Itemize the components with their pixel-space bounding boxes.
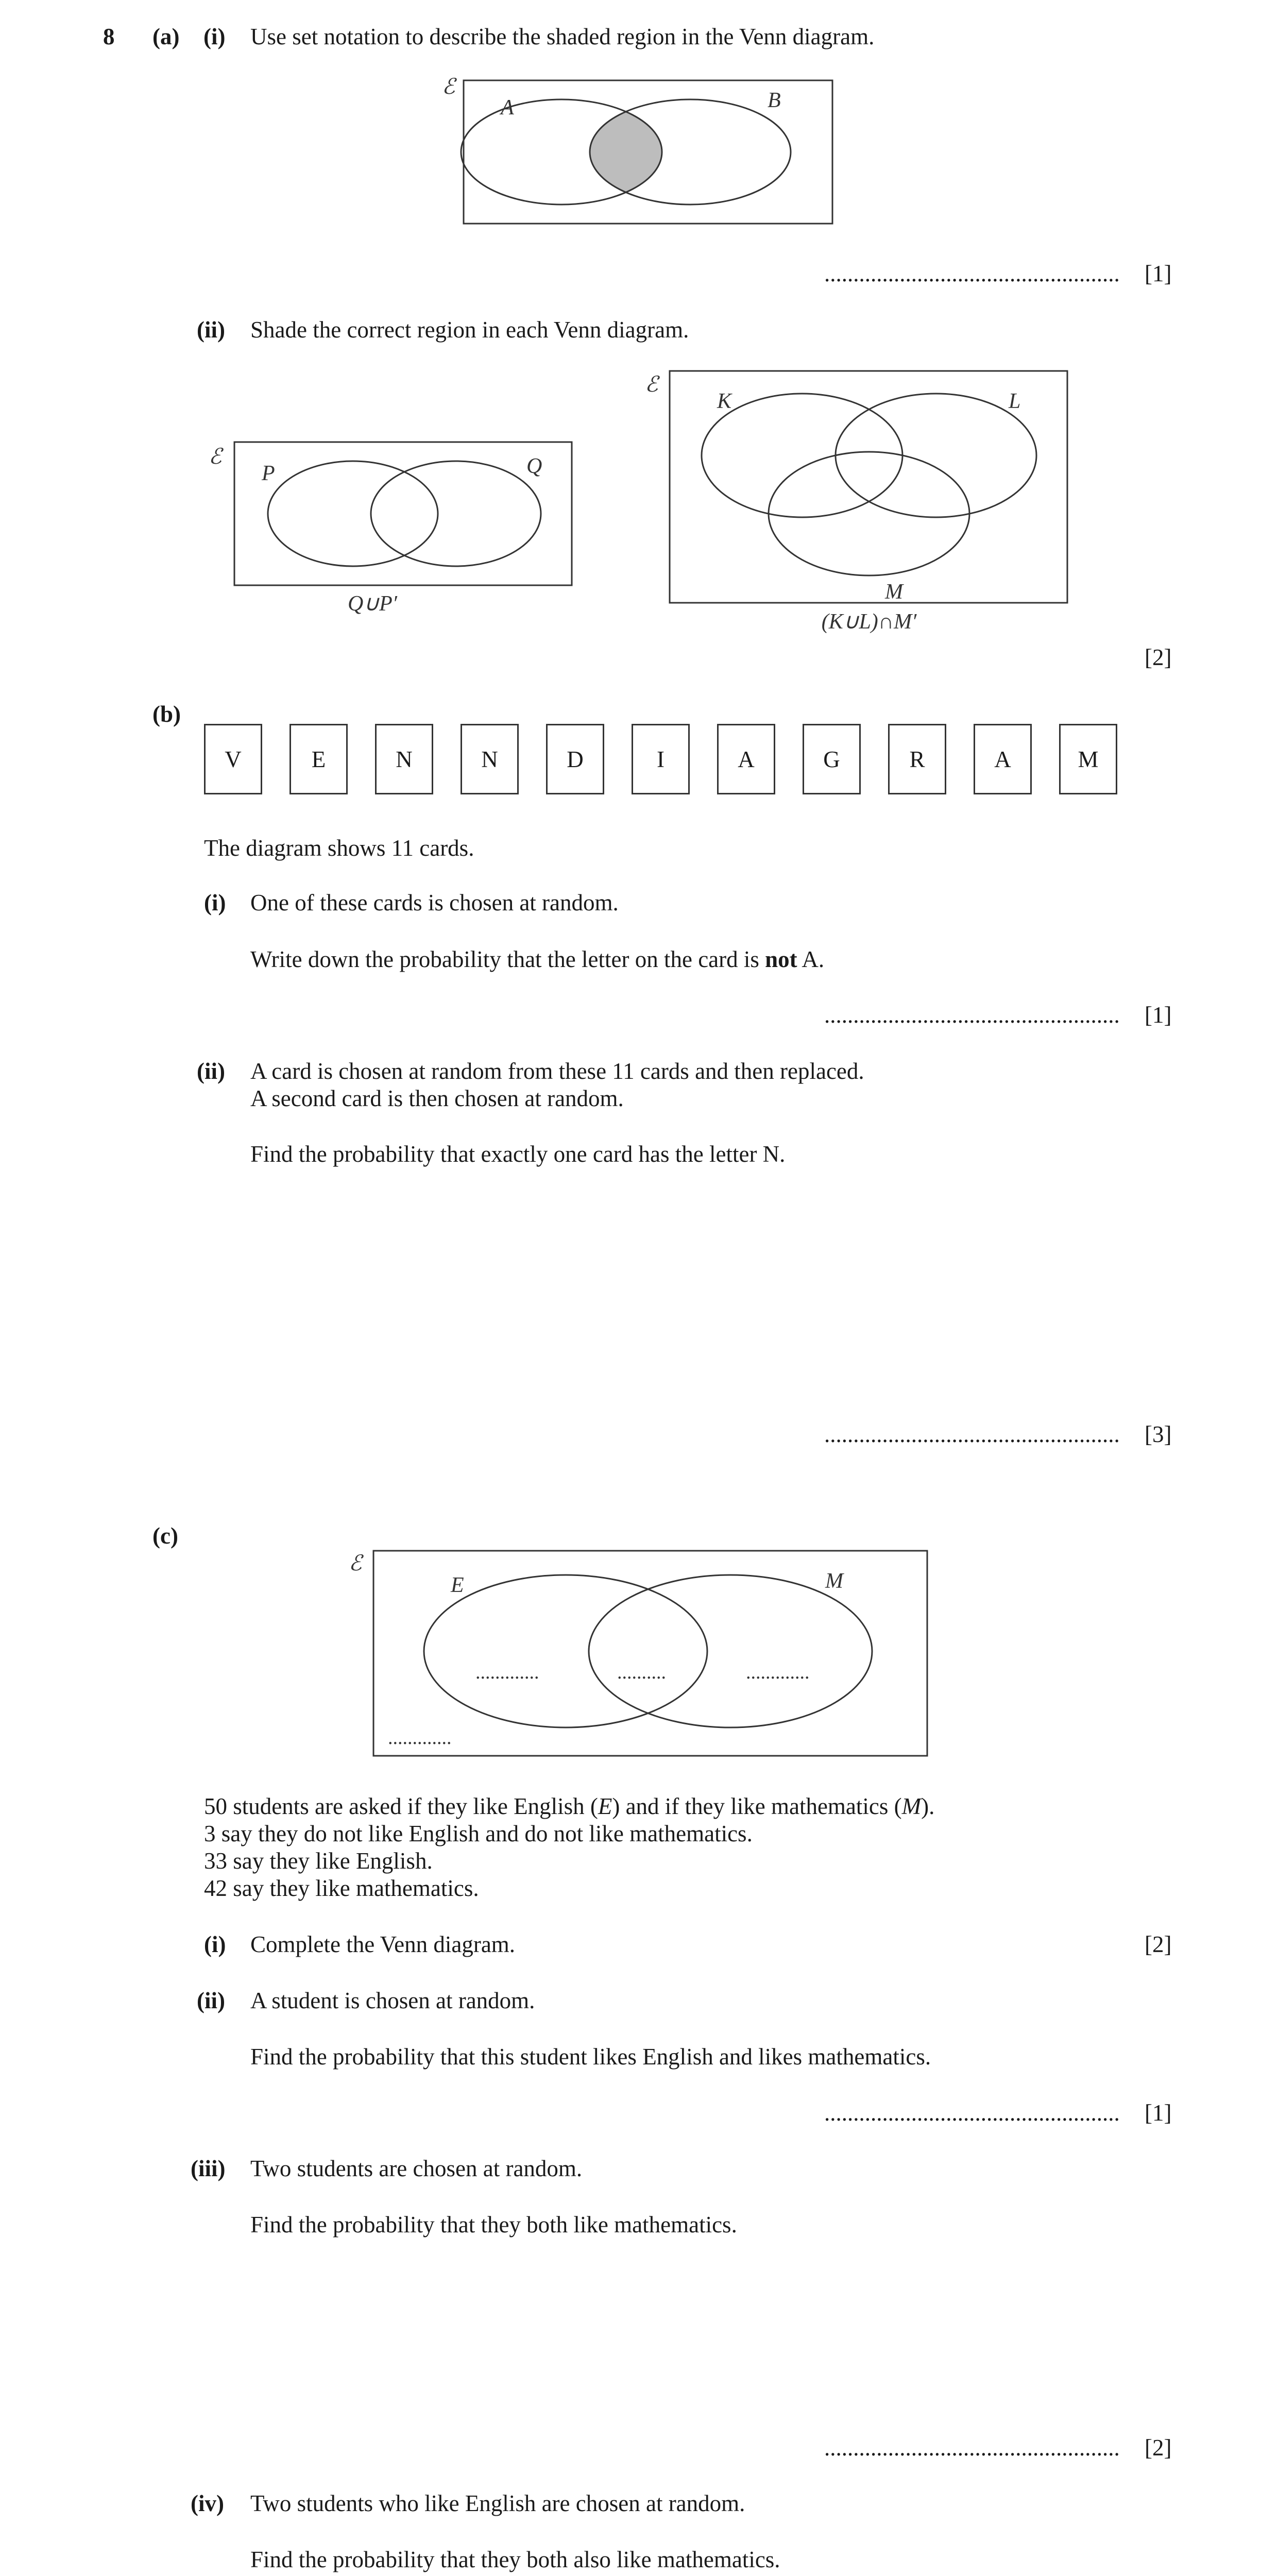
answer-dots[interactable]: ................................................... <box>824 1002 1120 1028</box>
letter-card: E <box>289 724 348 794</box>
part-c-i-text: Complete the Venn diagram. <box>250 1931 516 1957</box>
letter-card: I <box>632 724 690 794</box>
set-q-label: Q <box>526 454 542 478</box>
venn-caption: (K∪L)∩M′ <box>821 610 917 634</box>
letter-card: G <box>803 724 861 794</box>
set-m-symbol: M <box>901 1793 922 1819</box>
answer-line-c-iii[interactable] <box>824 2434 1120 2461</box>
letter-card: N <box>375 724 433 794</box>
part-b-ii-label: (ii) <box>197 1058 225 1084</box>
marks-b-ii: [3] <box>1145 1421 1172 1447</box>
letter-card: D <box>546 724 604 794</box>
blank-both: .......... <box>617 1662 666 1683</box>
part-c-ii-label: (ii) <box>197 1988 225 2013</box>
letter-card: V <box>204 724 262 794</box>
venn-diagram-a-b <box>433 77 834 232</box>
part-b-ii-line3: Find the probability that exactly one card has the letter N. <box>250 1141 786 1167</box>
set-m-ellipse <box>589 1575 872 1727</box>
universal-symbol: ℰ <box>442 75 455 99</box>
set-e-symbol: E <box>598 1793 612 1819</box>
universal-symbol: ℰ <box>349 1552 362 1575</box>
set-k-ellipse <box>702 394 902 517</box>
venn-diagram-p-q[interactable] <box>206 438 577 618</box>
marks-c-i: [2] <box>1145 1931 1172 1957</box>
venn-caption: Q∪P′ <box>348 592 397 616</box>
text-segment: 50 students are asked if they like English ( <box>204 1793 598 1819</box>
answer-dots[interactable]: ................................................... <box>824 2100 1120 2126</box>
set-b-label: B <box>768 89 781 112</box>
venn-diagram-e-m[interactable] <box>345 1546 938 1762</box>
part-c-iii-text: Two students are chosen at random. <box>250 2156 583 2181</box>
part-c-ii-text2: Find the probability that this student likes English and likes mathematics. <box>250 2044 931 2070</box>
set-m-ellipse <box>769 452 969 575</box>
part-b-intro: The diagram shows 11 cards. <box>204 835 474 861</box>
set-m-label: M <box>825 1569 843 1593</box>
marks-a-i: [1] <box>1145 261 1172 286</box>
set-l-ellipse <box>836 394 1036 517</box>
set-e-ellipse <box>424 1575 707 1727</box>
text-segment: Write down the probability that the letter on the card is <box>250 946 765 972</box>
letter-card: R <box>888 724 946 794</box>
part-c-i-label: (i) <box>204 1931 226 1957</box>
info-line3: 33 say they like English. <box>204 1848 433 1874</box>
marks-a-ii: [2] <box>1145 645 1172 670</box>
blank-m-only: ............. <box>746 1662 810 1683</box>
part-c-iv-text: Two students who like English are chosen at random. <box>250 2490 745 2516</box>
answer-line-c-ii[interactable] <box>824 2099 1120 2126</box>
set-p-ellipse <box>268 461 438 566</box>
part-a-ii-text: Shade the correct region in each Venn diagram. <box>250 317 689 343</box>
blank-outside: ............. <box>388 1727 452 1749</box>
part-c-iv-label: (iv) <box>191 2490 224 2516</box>
part-b-ii-line1: A card is chosen at random from these 11 cards and then replaced. <box>250 1058 864 1084</box>
part-a-i-text: Use set notation to describe the shaded region in the Venn diagram. <box>250 24 875 49</box>
part-a-ii-label: (ii) <box>197 317 225 343</box>
emphasis-not: not <box>765 946 797 972</box>
part-b-i-text: One of these cards is chosen at random. <box>250 890 619 916</box>
text-segment: A. <box>797 946 825 972</box>
set-a-label: A <box>501 96 514 120</box>
text-segment: ) and if they like mathematics ( <box>612 1793 902 1819</box>
question-number: 8 <box>103 24 115 49</box>
set-l-label: L <box>1009 389 1021 413</box>
marks-c-ii: [1] <box>1145 2100 1172 2126</box>
part-b-ii-line2: A second card is then chosen at random. <box>250 1086 624 1111</box>
part-c-ii-text: A student is chosen at random. <box>250 1988 535 2013</box>
universal-symbol: ℰ <box>209 445 222 469</box>
set-p-label: P <box>262 462 275 485</box>
part-b-i-text2 <box>250 946 824 973</box>
part-c-iv-text2: Find the probability that they both also like mathematics. <box>250 2547 780 2572</box>
venn-diagram-k-l-m[interactable] <box>639 361 1082 641</box>
part-a-i-label: (i) <box>203 24 226 49</box>
universal-set-box <box>234 442 572 585</box>
part-c-iii-label: (iii) <box>191 2156 226 2181</box>
info-line1 <box>204 1793 934 1820</box>
set-k-label: K <box>717 389 732 413</box>
universal-symbol: ℰ <box>645 373 658 397</box>
answer-dots[interactable]: ................................................... <box>824 2435 1120 2461</box>
letter-card: A <box>974 724 1032 794</box>
answer-line-b-i[interactable] <box>824 1002 1120 1028</box>
part-c-iii-text2: Find the probability that they both like mathematics. <box>250 2212 737 2238</box>
info-line2: 3 say they do not like English and do not like mathematics. <box>204 1821 753 1846</box>
marks-b-i: [1] <box>1145 1002 1172 1028</box>
answer-dots[interactable]: ................................................... <box>824 1421 1120 1447</box>
part-c-label: (c) <box>152 1523 178 1549</box>
set-e-label: E <box>451 1573 464 1597</box>
letter-card: A <box>717 724 775 794</box>
part-b-i-label: (i) <box>204 890 226 916</box>
set-q-ellipse <box>371 461 541 566</box>
set-m-label: M <box>885 580 903 604</box>
answer-line-a-i[interactable] <box>824 260 1120 287</box>
blank-e-only: ............. <box>475 1662 539 1683</box>
info-line4: 42 say they like mathematics. <box>204 1875 479 1901</box>
part-a-label: (a) <box>152 24 180 49</box>
letter-card: N <box>461 724 519 794</box>
answer-line-b-ii[interactable] <box>824 1421 1120 1448</box>
part-b-label: (b) <box>152 701 181 727</box>
answer-dots[interactable]: ................................................... <box>824 261 1120 286</box>
letter-card: M <box>1059 724 1117 794</box>
marks-c-iii: [2] <box>1145 2435 1172 2461</box>
text-segment: ). <box>921 1793 935 1819</box>
